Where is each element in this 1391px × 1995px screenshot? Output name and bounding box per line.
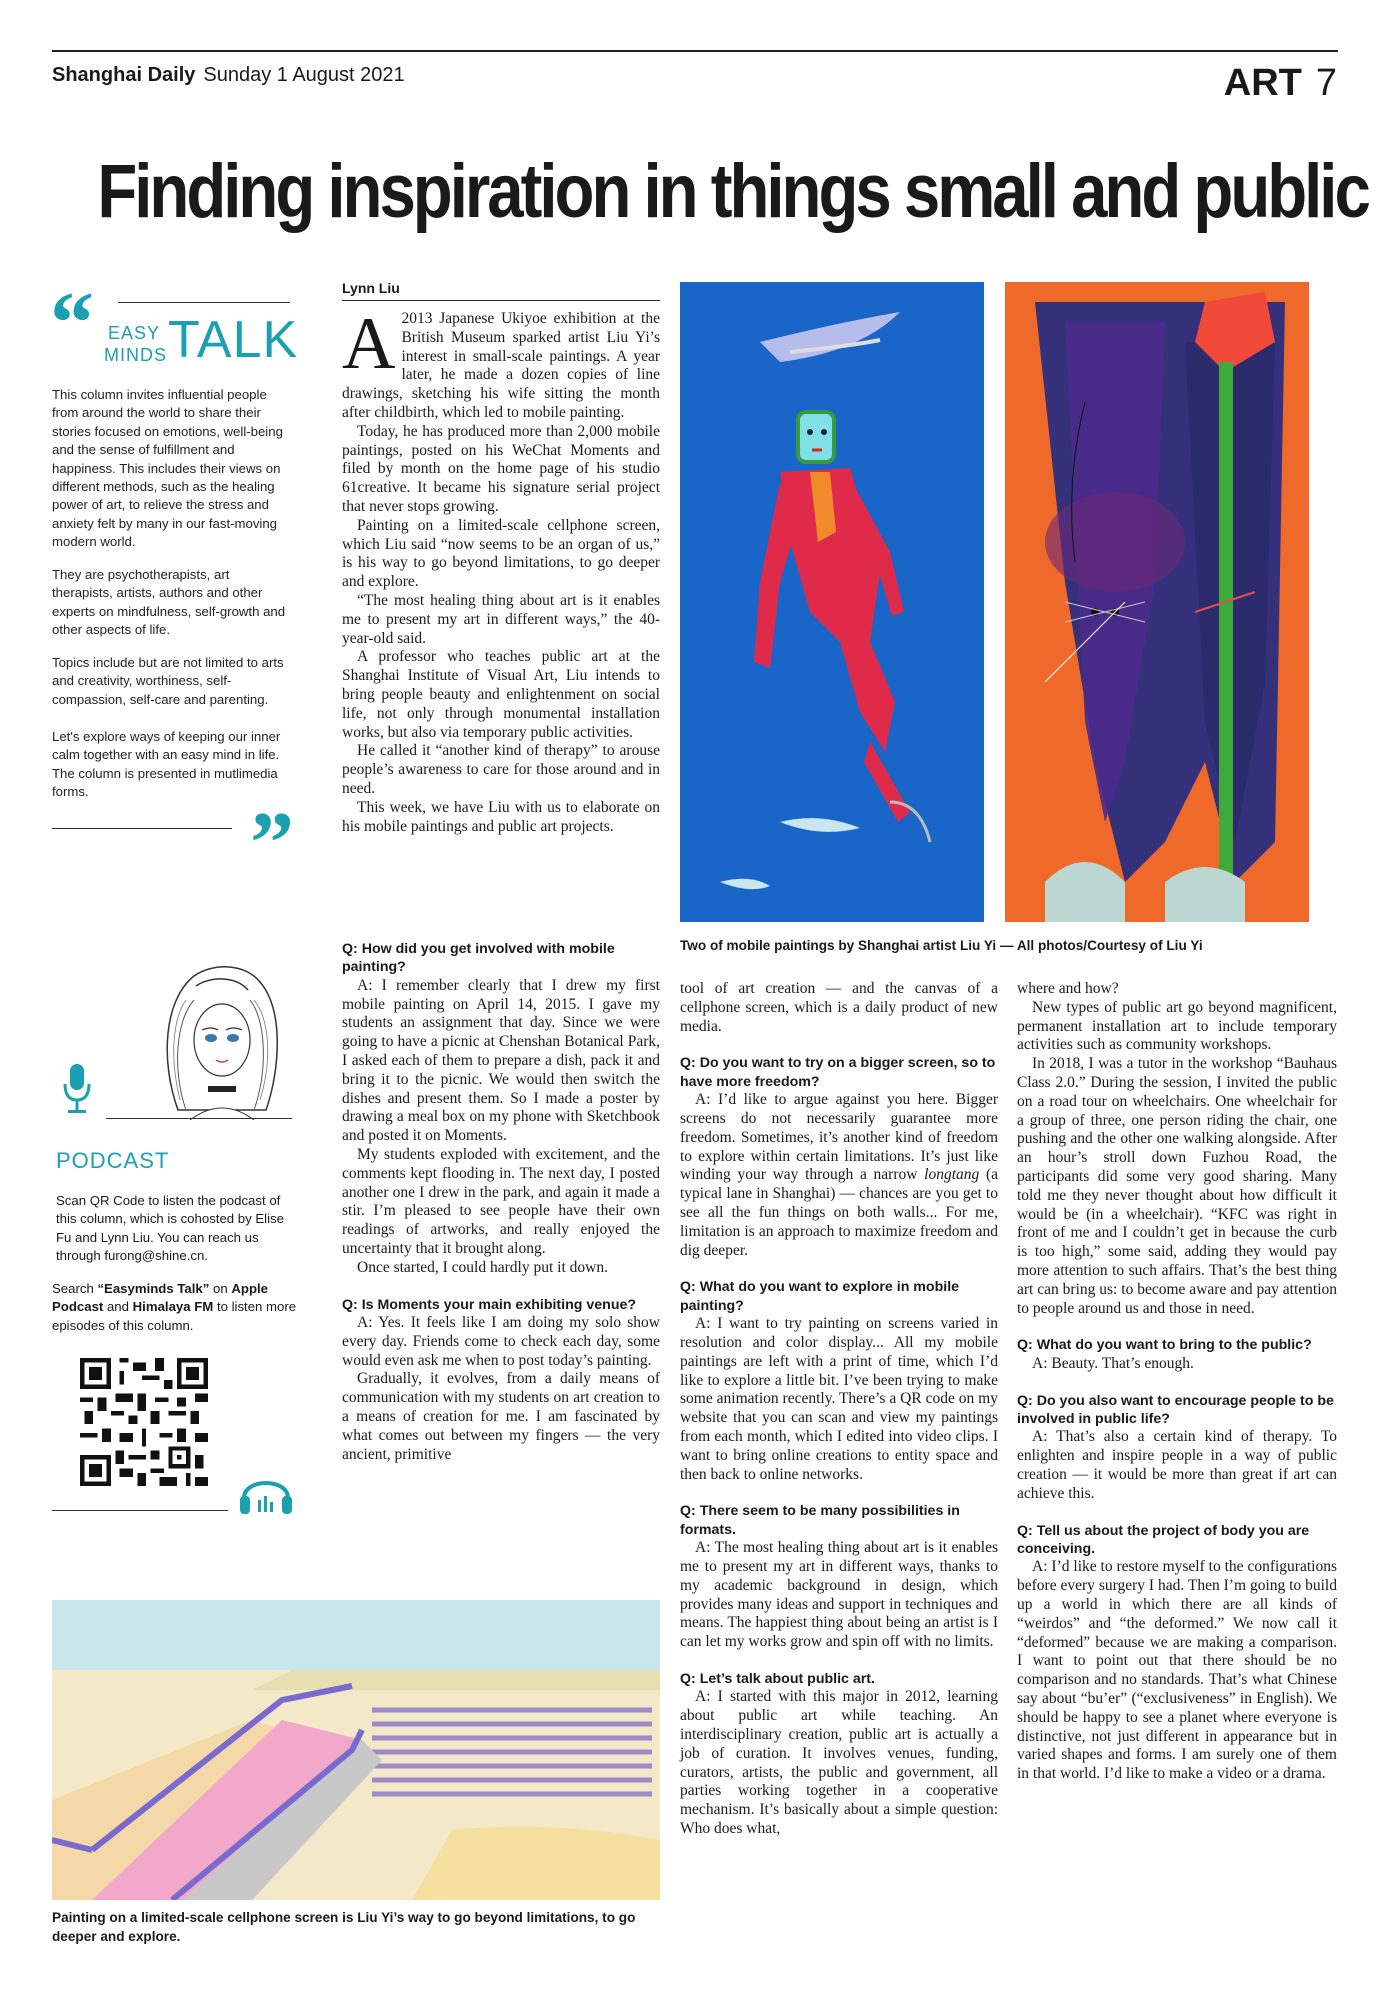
paper-name: Shanghai Daily (52, 64, 196, 86)
sidebar-rule (52, 1510, 228, 1511)
answer: Once started, I could hardly put it down. (357, 1258, 608, 1276)
search-prefix: Search (52, 1281, 98, 1296)
answer: A: Yes. It feels like I am doing my solo show every day. Friends come to check each day, some would even ask me when to post today’s painting. (342, 1313, 660, 1369)
top-rule (52, 50, 1338, 52)
column-name-easy: EASY (107, 323, 160, 343)
photo-caption-top: Two of mobile paintings by Shanghai artist Liu Yi — All photos/Courtesy of Liu Yi (680, 938, 1203, 953)
answer: My students exploded with excitement, and the comments kept flooding in. The next day, I posted another one I drew in the park, and again it made a stir. I’m pleased to see people have their own readings of artworks, and really enjoyed the uncertainty that it brought along. (342, 1145, 660, 1257)
answer-continued: where and how? (1017, 980, 1119, 997)
open-quote-icon: “ (50, 275, 94, 372)
byline: Lynn Liu (342, 280, 400, 296)
headphones-icon (238, 1468, 294, 1516)
answer: A: The most healing thing about art is it enables me to present my art in different ways, thanks to my academic background in design, which provides many ideas and support in techniques and means. The happiest thing about being an artist is I can let my works grow and spin off with no limits. (680, 1539, 998, 1651)
section-label (1224, 62, 1337, 105)
search-app-himalaya: Himalaya FM (132, 1299, 214, 1315)
answer-text: (a typical lane in Shanghai) — chances are you get to see all the fun things on both walls... For me, limitation is an approach to maximize freedom and dig deeper. (680, 1166, 998, 1259)
intro-first-paragraph: 2013 Japanese Ukiyoe exhibition at the British Museum sparked artist Liu Yi’s interest in small-scale paintings. A year later, he made a dozen copies of line drawings, sketching his wife sitting the month after childbirth, which led to mobile painting. (342, 310, 660, 421)
search-suffix: to listen more episodes of this column. (52, 1299, 297, 1333)
paragraph: A professor who teaches public art at the Shanghai Institute of Visual Art, Liu intends to bring people beauty and enlightenment on social life, not only through monumental installation works, but also via temporary public activities. (342, 648, 660, 741)
drop-cap: A (342, 303, 396, 385)
question: Q: Do you also want to encourage people to be involved in public life? (1017, 1392, 1334, 1427)
issue-date: Sunday 1 August 2021 (203, 64, 405, 86)
podcast-rule (106, 1118, 292, 1119)
sidebar-paragraph: They are psychotherapists, art therapists, artists, authors and other experts on mindfulness, self-growth and other aspects of life. (52, 567, 286, 638)
column-name-minds: MINDS (104, 345, 167, 365)
article-column-3 (1017, 980, 1337, 1784)
paragraph: This week, we have Liu with us to elaborate on his mobile paintings and public art projects. (342, 798, 660, 835)
podcast-title: PODCAST (56, 1148, 170, 1173)
sidebar-rule (52, 828, 232, 829)
search-and: and (103, 1299, 133, 1315)
sidebar-rule (118, 302, 290, 303)
sidebar-paragraph: Topics include but are not limited to arts and creativity, worthiness, self-compassion, self-care and parenting. (52, 655, 284, 707)
sidebar-paragraph: This column invites influential people from around the world to share their stories focused on emotions, well-being and the sense of fulfillment and happiness. This includes their views on different methods, such as the healing power of art, to relieve the stress and anxiety felt by many in our fast-moving modern world. (52, 387, 283, 550)
section-name: ART (1223, 62, 1302, 104)
question: Q: There seem to be many possibilities in formats. (680, 1503, 960, 1538)
question: Q: Do you want to try on a bigger screen, so to have more freedom? (680, 1055, 996, 1090)
podcast-search-note (52, 1280, 300, 1335)
article-column-2 (680, 980, 998, 1839)
page-number: 7 (1315, 62, 1337, 104)
headline: Finding inspiration in things small and public (97, 149, 1368, 234)
painting-dark-legs (1005, 282, 1309, 922)
sidebar-paragraph: Let's explore ways of keeping our inner calm together with an easy mind in life. The column is presented in mutlimedia forms. (52, 729, 281, 800)
answer-text: A: I’d like to argue against you here. Bigger screens do not necessarily guarantee more freedom. Sometimes, it’s another kind of freedom to explore within certain limitations. It’s just like winding your way through a narrow (680, 1091, 998, 1184)
answer: A: That’s also a certain kind of therapy. To enlighten and inspire people in a way of public creation — it would be more than great if art can achieve this. (1017, 1428, 1337, 1502)
qr-code[interactable] (80, 1358, 208, 1486)
question: Q: How did you get involved with mobile painting? (342, 941, 615, 976)
search-show-name: “Easyminds Talk” (97, 1281, 210, 1296)
host-avatar-illustration (150, 960, 290, 1120)
masthead (52, 64, 405, 87)
answer: A: I started with this major in 2012, learning about public art while teaching. An interdisciplinary creation, public art is actually a job of curation. It involves venues, funding, curators, artists, the public and government, all parties working together in a cooperative mechanism. It’s basically about a simple question: Who does what, (680, 1688, 998, 1837)
podcast-description: Scan QR Code to listen the podcast of this column, which is cohosted by Elise Fu and Lynn Liu. You can reach us through furong@shine.cn. (56, 1193, 284, 1264)
answer: A: I remember clearly that I drew my first mobile painting on April 14, 2015. I gave my students an assignment that day. Since we were going to have a picnic at Chenshan Botanical Park, I asked each of them to prepare a dish, pack it and bring it to the picnic. We would then switch the dishes and present them. So I made a poster by drawing a meal box on my phone with Sketchbook and posted it on Moments. (342, 976, 660, 1145)
question: Q: Is Moments your main exhibiting venue? (342, 1296, 637, 1313)
italic-term: longtang (924, 1166, 980, 1184)
answer-continued: tool of art creation — and the canvas of a cellphone screen, which is a daily product of new media. (680, 980, 998, 1035)
article-column-1 (342, 940, 660, 1464)
paragraph: “The most healing thing about art is it enables me to present my art in different ways,” the 40-year-old said. (342, 591, 660, 647)
question: Q: What do you want to bring to the public? (1017, 1337, 1312, 1354)
microphone-icon (62, 1062, 92, 1118)
column-name-talk: TALK (168, 311, 299, 369)
answer: New types of public art go beyond magnificent, permanent installation art to include temporary activities such as community workshops. (1017, 998, 1337, 1054)
answer: A: I’d like to restore myself to the configurations before every surgery I had. Then I’m going to build up a world in which there are all kinds of “weirdos” and “the deformed.” We now call it “deformed” because we are making a comparison. I want to point out that there should be no comparison and no standards. That’s what Chinese say about “bu’er” (“exclusiveness” in English). We should be happy to see a planet where everyone is distinctive, not just different in appearance but in varied shapes and forms. I am surely one of them in that world. I’d like to make a video or a drama. (1017, 1558, 1337, 1783)
question: Q: What do you want to explore in mobile painting? (680, 1279, 960, 1314)
paragraph: He called it “another kind of therapy” to arouse people’s awareness to care for those around and in need. (342, 742, 660, 797)
column-name-small (104, 322, 167, 366)
search-on: on (209, 1281, 232, 1296)
painting-stairs-beach (52, 1600, 660, 1900)
answer: A: I want to try painting on screens varied in resolution and color display... All my mobile paintings are left with a print of time, which I’d like to explore a little bit. I’ve been trying to make some animation recently. There’s a QR code on my website that you can scan and view my paintings from each month, which I edited into video clips. I want to bring online creations to entity space and then back to online networks. (680, 1315, 998, 1483)
painting-red-figure (680, 282, 984, 922)
answer: Gradually, it evolves, from a daily means of communication with my students on art creation to a means of creation for me. I am fascinated by what comes out between my fingers — the very ancient, primitive (342, 1370, 660, 1463)
answer: A: Beauty. That’s enough. (1032, 1354, 1194, 1372)
close-quote-icon: ” (250, 795, 294, 892)
byline-rule (342, 300, 660, 301)
paragraph: Painting on a limited-scale cellphone screen, which Liu said “now seems to be an organ of us,” is his way to go beyond limitations, to go deeper and explore. (342, 516, 660, 591)
article-intro (342, 303, 660, 836)
answer (680, 1091, 998, 1260)
search-app-apple: Apple Podcast (52, 1281, 268, 1315)
answer: In 2018, I was a tutor in the workshop “Bauhaus Class 2.0.” During the session, I invited the public on a road tour on wheelchairs. One wheelchair for a group of three, one person riding the chair, one pushing and the other one walking alongside. After an hour’s stroll down Fuzhou Road, the participants did some very good sharing. Many told me they never thought about how difficult it would be (in a wheelchair). “KFC was right in front of me and I couldn’t get in because the curb is too high,” some said, adding they would pay more attention to such affairs. That’s the best thing art can bring us: to become aware and pay attention to people around us and those in need. (1017, 1055, 1337, 1317)
question: Q: Tell us about the project of body you are conceiving. (1017, 1522, 1310, 1557)
paragraph: Today, he has produced more than 2,000 mobile paintings, posted on his WeChat Moments and filed by month on the home page of his studio 61creative. It became his signature serial project that never stops growing. (342, 422, 660, 515)
photo-caption-bottom: Painting on a limited-scale cellphone screen is Liu Yi’s way to go beyond limitations, to go deeper and explore. (52, 1910, 636, 1944)
question: Q: Let’s talk about public art. (680, 1670, 875, 1687)
